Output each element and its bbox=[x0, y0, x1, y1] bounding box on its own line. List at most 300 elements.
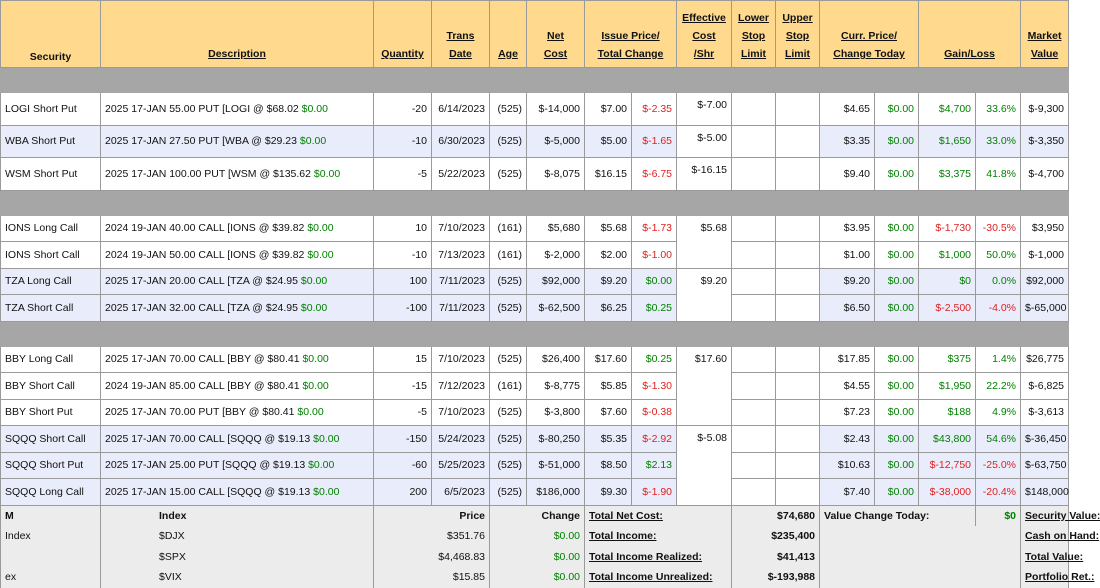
gain-pct-cell: 1.4% bbox=[976, 346, 1021, 373]
total-value: $-193,988 bbox=[732, 567, 820, 588]
underlying-change: $0.00 bbox=[297, 406, 324, 419]
curr-price-cell: $7.23 bbox=[820, 399, 875, 426]
upper-stop-cell[interactable] bbox=[776, 479, 820, 506]
market-value-cell: $26,775 bbox=[1021, 346, 1069, 373]
group-separator bbox=[1, 190, 1069, 215]
trans-date-cell: 5/22/2023 bbox=[432, 158, 490, 191]
effective-cost-cell: $-7.00 bbox=[677, 93, 732, 126]
index-symbol: $SPX bbox=[101, 547, 374, 568]
market-value-cell: $-9,300 bbox=[1021, 93, 1069, 126]
header-row bbox=[1, 1, 1069, 68]
total-change-cell: $0.00 bbox=[632, 268, 677, 295]
age-cell: (161) bbox=[490, 373, 527, 400]
description-cell bbox=[101, 215, 374, 242]
index-change: $0.00 bbox=[490, 547, 585, 568]
description-cell bbox=[101, 373, 374, 400]
age-cell: (525) bbox=[490, 452, 527, 479]
index-change: $0.00 bbox=[490, 526, 585, 547]
gain-loss-cell: $375 bbox=[919, 346, 976, 373]
gain-loss-cell: $-12,750 bbox=[919, 452, 976, 479]
position-row[interactable] bbox=[1, 346, 1069, 373]
underlying-change: $0.00 bbox=[307, 222, 334, 235]
quantity-cell: 100 bbox=[374, 268, 432, 295]
quantity-cell: -60 bbox=[374, 452, 432, 479]
quantity-cell: -15 bbox=[374, 373, 432, 400]
trans-date-cell: 7/12/2023 bbox=[432, 373, 490, 400]
age-cell: (525) bbox=[490, 93, 527, 126]
gain-loss-cell: $1,950 bbox=[919, 373, 976, 400]
market-value-cell: $-1,000 bbox=[1021, 242, 1069, 269]
description-text: 2024 19-JAN 40.00 CALL [IONS @ $39.82 bbox=[105, 222, 308, 235]
age-cell: (525) bbox=[490, 426, 527, 453]
effective-cost-cell: $17.60 bbox=[677, 346, 732, 426]
separator-cell bbox=[1, 321, 1069, 346]
total-label: Total Income Unrealized: bbox=[585, 567, 732, 588]
lower-stop-cell[interactable] bbox=[732, 426, 776, 453]
security-cell[interactable]: WSM Short Put bbox=[1, 158, 101, 191]
trans-date-cell: 7/11/2023 bbox=[432, 295, 490, 322]
total-value: $235,400 bbox=[732, 526, 820, 547]
net-cost-cell: $-8,775 bbox=[527, 373, 585, 400]
security-cell[interactable]: IONS Short Call bbox=[1, 242, 101, 269]
upper-stop-cell[interactable] bbox=[776, 242, 820, 269]
issue-price-cell: $5.00 bbox=[585, 125, 632, 158]
underlying-change: $0.00 bbox=[301, 102, 328, 115]
market-value-cell: $-4,700 bbox=[1021, 158, 1069, 191]
gain-pct-cell: -4.0% bbox=[976, 295, 1021, 322]
curr-price-cell: $4.55 bbox=[820, 373, 875, 400]
change-today-cell: $0.00 bbox=[875, 346, 919, 373]
position-row[interactable] bbox=[1, 268, 1069, 295]
description-text: 2025 17-JAN 32.00 CALL [TZA @ $24.95 bbox=[105, 301, 301, 314]
total-label: Total Income Realized: bbox=[585, 547, 732, 568]
net-cost-cell: $5,680 bbox=[527, 215, 585, 242]
trans-date-cell: 7/10/2023 bbox=[432, 215, 490, 242]
market-value-cell: $92,000 bbox=[1021, 268, 1069, 295]
col-market-value[interactable]: Market Value bbox=[1021, 1, 1069, 68]
security-cell[interactable]: BBY Short Call bbox=[1, 373, 101, 400]
security-cell[interactable]: SQQQ Long Call bbox=[1, 479, 101, 506]
quantity-cell: -100 bbox=[374, 295, 432, 322]
change-today-cell: $0.00 bbox=[875, 215, 919, 242]
issue-price-cell: $17.60 bbox=[585, 346, 632, 373]
total-value: $74,680 bbox=[732, 505, 820, 526]
change-today-cell: $0.00 bbox=[875, 399, 919, 426]
portfolio-label: Portfolio Ret.: bbox=[1021, 567, 1069, 588]
lower-stop-cell[interactable] bbox=[732, 479, 776, 506]
underlying-change: $0.00 bbox=[313, 167, 341, 180]
index-price: $15.85 bbox=[374, 567, 490, 588]
description-text: 2025 17-JAN 70.00 PUT [BBY @ $80.41 bbox=[105, 406, 298, 419]
description-text: 2024 19-JAN 85.00 CALL [BBY @ $80.41 bbox=[105, 379, 303, 392]
index-price: $4,468.83 bbox=[374, 547, 490, 568]
lower-stop-cell[interactable] bbox=[732, 268, 776, 295]
quantity-cell: -5 bbox=[374, 399, 432, 426]
net-cost-cell: $26,400 bbox=[527, 346, 585, 373]
change-today-cell: $0.00 bbox=[875, 295, 919, 322]
underlying-change: $0.00 bbox=[313, 432, 340, 445]
age-cell: (525) bbox=[490, 295, 527, 322]
age-cell: (525) bbox=[490, 125, 527, 158]
upper-stop-cell[interactable] bbox=[776, 93, 820, 126]
gain-pct-cell: 50.0% bbox=[976, 242, 1021, 269]
upper-stop-cell[interactable] bbox=[776, 426, 820, 453]
issue-price-cell: $7.60 bbox=[585, 399, 632, 426]
quantity-cell: -10 bbox=[374, 242, 432, 269]
issue-price-cell: $6.25 bbox=[585, 295, 632, 322]
trans-date-cell: 7/10/2023 bbox=[432, 346, 490, 373]
description-cell bbox=[101, 346, 374, 373]
change-today-cell: $0.00 bbox=[875, 158, 919, 191]
total-change-cell: $-1.90 bbox=[632, 479, 677, 506]
upper-stop-cell[interactable] bbox=[776, 452, 820, 479]
position-row[interactable] bbox=[1, 373, 1069, 400]
description-cell bbox=[101, 295, 374, 322]
quantity-cell: -5 bbox=[374, 158, 432, 191]
value-change-value: $0 bbox=[976, 505, 1021, 526]
underlying-change: $0.00 bbox=[300, 301, 328, 314]
gain-pct-cell: 0.0% bbox=[976, 268, 1021, 295]
position-row[interactable] bbox=[1, 158, 1069, 191]
age-cell: (525) bbox=[490, 399, 527, 426]
description-text: 2025 17-JAN 27.50 PUT [WBA @ $29.23 bbox=[105, 135, 300, 148]
upper-stop-cell[interactable] bbox=[776, 158, 820, 191]
separator-cell bbox=[1, 190, 1069, 215]
underlying-change: $0.00 bbox=[313, 485, 340, 498]
lower-stop-cell[interactable] bbox=[732, 125, 776, 158]
description-cell bbox=[101, 452, 374, 479]
index-header-name: M bbox=[1, 505, 101, 526]
net-cost-cell: $-62,500 bbox=[527, 295, 585, 322]
gain-pct-cell: 33.6% bbox=[976, 93, 1021, 126]
footer-row bbox=[1, 526, 1069, 547]
curr-price-cell: $10.63 bbox=[820, 452, 875, 479]
index-symbol: $VIX bbox=[101, 567, 374, 588]
net-cost-cell: $-80,250 bbox=[527, 426, 585, 453]
security-cell[interactable]: WBA Short Put bbox=[1, 125, 101, 158]
age-cell: (525) bbox=[490, 346, 527, 373]
total-change-cell: $0.25 bbox=[632, 346, 677, 373]
footer-row bbox=[1, 567, 1069, 588]
upper-stop-cell[interactable] bbox=[776, 268, 820, 295]
total-change-cell: $2.13 bbox=[632, 452, 677, 479]
gain-loss-cell: $43,800 bbox=[919, 426, 976, 453]
trans-date-cell: 6/14/2023 bbox=[432, 93, 490, 126]
gain-loss-cell: $-38,000 bbox=[919, 479, 976, 506]
lower-stop-cell[interactable] bbox=[732, 399, 776, 426]
value-change-label: Value Change Today: bbox=[820, 505, 976, 526]
gain-pct-cell: 4.9% bbox=[976, 399, 1021, 426]
empty-cell bbox=[820, 526, 1021, 547]
total-value: $41,413 bbox=[732, 547, 820, 568]
description-cell bbox=[101, 242, 374, 269]
change-today-cell: $0.00 bbox=[875, 479, 919, 506]
lower-stop-cell[interactable] bbox=[732, 158, 776, 191]
net-cost-cell: $-3,800 bbox=[527, 399, 585, 426]
net-cost-cell: $-8,075 bbox=[527, 158, 585, 191]
trans-date-cell: 7/10/2023 bbox=[432, 399, 490, 426]
security-cell[interactable]: TZA Long Call bbox=[1, 268, 101, 295]
market-value-cell: $-3,613 bbox=[1021, 399, 1069, 426]
trans-date-cell: 7/11/2023 bbox=[432, 268, 490, 295]
total-change-cell: $-1.73 bbox=[632, 215, 677, 242]
gain-pct-cell: 41.8% bbox=[976, 158, 1021, 191]
age-cell: (525) bbox=[490, 479, 527, 506]
issue-price-cell: $5.68 bbox=[585, 215, 632, 242]
col-gain-loss[interactable]: Gain/Loss bbox=[919, 1, 1021, 68]
upper-stop-cell[interactable] bbox=[776, 399, 820, 426]
gain-loss-cell: $1,000 bbox=[919, 242, 976, 269]
effective-cost-cell: $5.68 bbox=[677, 215, 732, 268]
total-change-cell: $-2.92 bbox=[632, 426, 677, 453]
change-today-cell: $0.00 bbox=[875, 452, 919, 479]
quantity-cell: 15 bbox=[374, 346, 432, 373]
net-cost-cell: $-14,000 bbox=[527, 93, 585, 126]
index-name: ex bbox=[1, 567, 101, 588]
market-value-cell: $-36,450 bbox=[1021, 426, 1069, 453]
group-separator bbox=[1, 321, 1069, 346]
position-row[interactable] bbox=[1, 295, 1069, 322]
curr-price-cell: $17.85 bbox=[820, 346, 875, 373]
description-cell bbox=[101, 158, 374, 191]
lower-stop-cell[interactable] bbox=[732, 93, 776, 126]
age-cell: (161) bbox=[490, 242, 527, 269]
description-cell bbox=[101, 268, 374, 295]
change-today-cell: $0.00 bbox=[875, 125, 919, 158]
col-lower-stop[interactable]: Lower Stop Limit bbox=[732, 1, 776, 68]
underlying-change: $0.00 bbox=[302, 379, 329, 392]
description-text: 2025 17-JAN 70.00 CALL [BBY @ $80.41 bbox=[105, 353, 303, 366]
gain-pct-cell: -25.0% bbox=[976, 452, 1021, 479]
footer-row bbox=[1, 547, 1069, 568]
underlying-change: $0.00 bbox=[302, 353, 329, 366]
total-change-cell: $-1.00 bbox=[632, 242, 677, 269]
market-value-cell: $148,000 bbox=[1021, 479, 1069, 506]
quantity-cell: 10 bbox=[374, 215, 432, 242]
position-row[interactable] bbox=[1, 399, 1069, 426]
net-cost-cell: $-2,000 bbox=[527, 242, 585, 269]
col-curr-price[interactable]: Curr. Price/ Change Today bbox=[820, 1, 919, 68]
description-cell bbox=[101, 426, 374, 453]
description-text: 2025 17-JAN 55.00 PUT [LOGI @ $68.02 bbox=[105, 102, 302, 115]
curr-price-cell: $3.35 bbox=[820, 125, 875, 158]
underlying-change: $0.00 bbox=[300, 275, 328, 288]
trans-date-cell: 7/13/2023 bbox=[432, 242, 490, 269]
market-value-cell: $-6,825 bbox=[1021, 373, 1069, 400]
change-today-cell: $0.00 bbox=[875, 242, 919, 269]
index-name bbox=[1, 547, 101, 568]
description-text: 2025 17-JAN 100.00 PUT [WSM @ $135.62 bbox=[105, 167, 314, 180]
gain-loss-cell: $0 bbox=[919, 268, 976, 295]
market-value-cell: $3,950 bbox=[1021, 215, 1069, 242]
effective-cost-cell: $-5.00 bbox=[677, 125, 732, 158]
col-effective-cost[interactable]: Effective Cost /Shr bbox=[677, 1, 732, 68]
gain-pct-cell: 33.0% bbox=[976, 125, 1021, 158]
curr-price-cell: $2.43 bbox=[820, 426, 875, 453]
index-name: Index bbox=[1, 526, 101, 547]
underlying-change: $0.00 bbox=[299, 135, 327, 148]
description-cell bbox=[101, 479, 374, 506]
upper-stop-cell[interactable] bbox=[776, 373, 820, 400]
gain-loss-cell: $188 bbox=[919, 399, 976, 426]
net-cost-cell: $92,000 bbox=[527, 268, 585, 295]
issue-price-cell: $7.00 bbox=[585, 93, 632, 126]
separator-cell bbox=[1, 68, 1069, 93]
security-cell[interactable]: BBY Long Call bbox=[1, 346, 101, 373]
gain-loss-cell: $3,375 bbox=[919, 158, 976, 191]
trans-date-cell: 6/30/2023 bbox=[432, 125, 490, 158]
effective-cost-cell: $-5.08 bbox=[677, 426, 732, 506]
gain-pct-cell: -30.5% bbox=[976, 215, 1021, 242]
empty-cell bbox=[820, 567, 1021, 588]
portfolio-label: Security Value: bbox=[1021, 505, 1069, 526]
issue-price-cell: $5.85 bbox=[585, 373, 632, 400]
market-value-cell: $-3,350 bbox=[1021, 125, 1069, 158]
change-today-cell: $0.00 bbox=[875, 426, 919, 453]
total-change-cell: $-6.75 bbox=[632, 158, 677, 191]
curr-price-cell: $9.20 bbox=[820, 268, 875, 295]
index-header-change: Change bbox=[490, 505, 585, 526]
security-cell[interactable]: BBY Short Put bbox=[1, 399, 101, 426]
total-label: Total Income: bbox=[585, 526, 732, 547]
col-security[interactable]: Security bbox=[1, 1, 101, 68]
position-row[interactable] bbox=[1, 426, 1069, 453]
age-cell: (161) bbox=[490, 215, 527, 242]
total-label: Total Net Cost: bbox=[585, 505, 732, 526]
portfolio-label: Total Value: bbox=[1021, 547, 1069, 568]
issue-price-cell: $8.50 bbox=[585, 452, 632, 479]
index-header-label: Index bbox=[101, 505, 374, 526]
security-cell[interactable]: SQQQ Short Put bbox=[1, 452, 101, 479]
issue-price-cell: $9.30 bbox=[585, 479, 632, 506]
description-text: 2025 17-JAN 20.00 CALL [TZA @ $24.95 bbox=[105, 275, 301, 288]
upper-stop-cell[interactable] bbox=[776, 295, 820, 322]
change-today-cell: $0.00 bbox=[875, 373, 919, 400]
lower-stop-cell[interactable] bbox=[732, 373, 776, 400]
effective-cost-cell: $9.20 bbox=[677, 268, 732, 321]
col-quantity[interactable]: Quantity bbox=[374, 1, 432, 68]
position-row[interactable] bbox=[1, 125, 1069, 158]
lower-stop-cell[interactable] bbox=[732, 242, 776, 269]
quantity-cell: -20 bbox=[374, 93, 432, 126]
change-today-cell: $0.00 bbox=[875, 93, 919, 126]
col-age[interactable]: Age bbox=[490, 1, 527, 68]
upper-stop-cell[interactable] bbox=[776, 346, 820, 373]
position-row[interactable] bbox=[1, 215, 1069, 242]
curr-price-cell: $9.40 bbox=[820, 158, 875, 191]
description-text: 2025 17-JAN 25.00 PUT [SQQQ @ $19.13 bbox=[105, 459, 309, 472]
security-cell[interactable]: SQQQ Short Call bbox=[1, 426, 101, 453]
position-row[interactable] bbox=[1, 93, 1069, 126]
description-text: 2025 17-JAN 15.00 CALL [SQQQ @ $19.13 bbox=[105, 485, 314, 498]
issue-price-cell: $9.20 bbox=[585, 268, 632, 295]
upper-stop-cell[interactable] bbox=[776, 215, 820, 242]
total-change-cell: $0.25 bbox=[632, 295, 677, 322]
quantity-cell: -150 bbox=[374, 426, 432, 453]
total-change-cell: $-1.30 bbox=[632, 373, 677, 400]
col-net-cost[interactable]: Net Cost bbox=[527, 1, 585, 68]
col-trans-date[interactable]: Trans Date bbox=[432, 1, 490, 68]
change-today-cell: $0.00 bbox=[875, 268, 919, 295]
market-value-cell: $-63,750 bbox=[1021, 452, 1069, 479]
security-cell[interactable]: TZA Short Call bbox=[1, 295, 101, 322]
gain-loss-cell: $-1,730 bbox=[919, 215, 976, 242]
quantity-cell: 200 bbox=[374, 479, 432, 506]
trans-date-cell: 5/25/2023 bbox=[432, 452, 490, 479]
lower-stop-cell[interactable] bbox=[732, 215, 776, 242]
total-change-cell: $-0.38 bbox=[632, 399, 677, 426]
trans-date-cell: 6/5/2023 bbox=[432, 479, 490, 506]
trans-date-cell: 5/24/2023 bbox=[432, 426, 490, 453]
position-row[interactable] bbox=[1, 479, 1069, 506]
lower-stop-cell[interactable] bbox=[732, 295, 776, 322]
description-cell bbox=[101, 125, 374, 158]
curr-price-cell: $6.50 bbox=[820, 295, 875, 322]
gain-loss-cell: $4,700 bbox=[919, 93, 976, 126]
index-symbol: $DJX bbox=[101, 526, 374, 547]
curr-price-cell: $7.40 bbox=[820, 479, 875, 506]
description-cell bbox=[101, 93, 374, 126]
index-price: $351.76 bbox=[374, 526, 490, 547]
gain-pct-cell: 22.2% bbox=[976, 373, 1021, 400]
group-separator bbox=[1, 68, 1069, 93]
gain-loss-cell: $-2,500 bbox=[919, 295, 976, 322]
issue-price-cell: $5.35 bbox=[585, 426, 632, 453]
total-change-cell: $-2.35 bbox=[632, 93, 677, 126]
description-cell bbox=[101, 399, 374, 426]
curr-price-cell: $1.00 bbox=[820, 242, 875, 269]
footer-row bbox=[1, 505, 1069, 526]
net-cost-cell: $-51,000 bbox=[527, 452, 585, 479]
curr-price-cell: $3.95 bbox=[820, 215, 875, 242]
net-cost-cell: $-5,000 bbox=[527, 125, 585, 158]
empty-cell bbox=[820, 547, 1021, 568]
col-upper-stop[interactable]: Upper Stop Limit bbox=[776, 1, 820, 68]
description-text: 2025 17-JAN 70.00 CALL [SQQQ @ $19.13 bbox=[105, 432, 314, 445]
upper-stop-cell[interactable] bbox=[776, 125, 820, 158]
gain-loss-cell: $1,650 bbox=[919, 125, 976, 158]
underlying-change: $0.00 bbox=[307, 248, 334, 261]
lower-stop-cell[interactable] bbox=[732, 452, 776, 479]
security-cell[interactable]: IONS Long Call bbox=[1, 215, 101, 242]
description-text: 2024 19-JAN 50.00 CALL [IONS @ $39.82 bbox=[105, 248, 308, 261]
issue-price-cell: $16.15 bbox=[585, 158, 632, 191]
net-cost-cell: $186,000 bbox=[527, 479, 585, 506]
lower-stop-cell[interactable] bbox=[732, 346, 776, 373]
gain-pct-cell: 54.6% bbox=[976, 426, 1021, 453]
portfolio-label: Cash on Hand: bbox=[1021, 526, 1069, 547]
gain-pct-cell: -20.4% bbox=[976, 479, 1021, 506]
effective-cost-cell: $-16.15 bbox=[677, 158, 732, 191]
index-header-price: Price bbox=[374, 505, 490, 526]
position-row[interactable] bbox=[1, 242, 1069, 269]
issue-price-cell: $2.00 bbox=[585, 242, 632, 269]
age-cell: (525) bbox=[490, 158, 527, 191]
quantity-cell: -10 bbox=[374, 125, 432, 158]
security-cell[interactable]: LOGI Short Put bbox=[1, 93, 101, 126]
index-change: $0.00 bbox=[490, 567, 585, 588]
total-change-cell: $-1.65 bbox=[632, 125, 677, 158]
positions-body bbox=[1, 68, 1069, 506]
underlying-change: $0.00 bbox=[308, 459, 335, 472]
market-value-cell: $-65,000 bbox=[1021, 295, 1069, 322]
age-cell: (525) bbox=[490, 268, 527, 295]
col-description[interactable]: Description bbox=[101, 1, 374, 68]
summary-footer bbox=[1, 505, 1100, 588]
col-issue-price[interactable]: Issue Price/ Total Change bbox=[585, 1, 677, 68]
position-row[interactable] bbox=[1, 452, 1069, 479]
curr-price-cell: $4.65 bbox=[820, 93, 875, 126]
